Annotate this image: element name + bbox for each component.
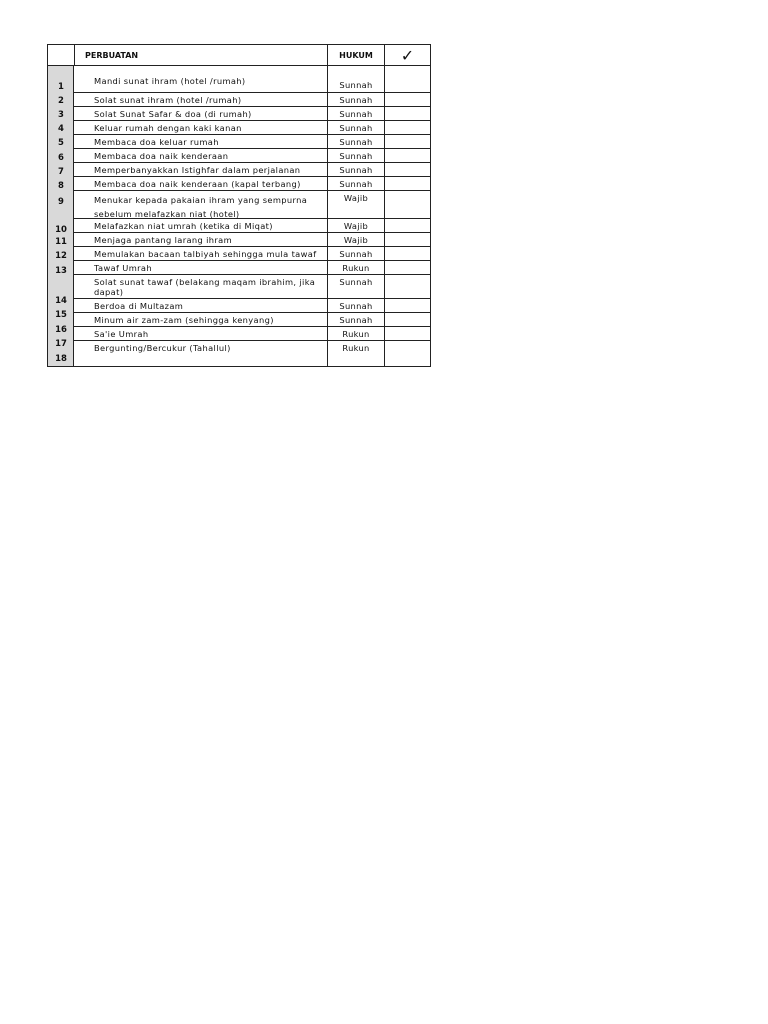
ruling-cell: Sunnah <box>327 299 384 312</box>
row-number: 3 <box>58 110 64 120</box>
ruling-cell: Sunnah <box>327 93 384 106</box>
table-row <box>74 233 430 247</box>
table-row <box>74 275 430 299</box>
row-number: 10 <box>55 225 67 235</box>
ruling-cell: Sunnah <box>327 275 384 298</box>
ruling-cell: Sunnah <box>327 135 384 148</box>
activity-cell: Membaca doa naik kenderaan (kapal terbang) <box>94 179 301 189</box>
table-row <box>74 247 430 261</box>
row-number: 4 <box>58 124 64 134</box>
check-cell[interactable] <box>384 327 430 340</box>
activity-cell: Keluar rumah dengan kaki kanan <box>94 123 242 133</box>
activity-cell: Sa'ie Umrah <box>94 329 149 339</box>
table-row <box>74 191 430 219</box>
check-cell[interactable] <box>384 177 430 190</box>
activity-cell: Menjaga pantang larang ihram <box>94 235 232 245</box>
table-row <box>74 313 430 327</box>
row-number: 17 <box>55 339 67 349</box>
activity-cell: Berdoa di Multazam <box>94 301 184 311</box>
check-cell[interactable] <box>384 219 430 232</box>
table-row <box>74 261 430 275</box>
ruling-cell: Sunnah <box>327 163 384 176</box>
activity-cell: Memperbanyakkan Istighfar dalam perjalanan <box>94 165 301 175</box>
ruling-cell: Wajib <box>327 233 384 246</box>
row-number: 16 <box>55 325 67 335</box>
row-number: 12 <box>55 251 67 261</box>
table-row <box>74 121 430 135</box>
ruling-cell: Rukun <box>327 327 384 340</box>
activity-cell: Melafazkan niat umrah (ketika di Miqat) <box>94 221 273 231</box>
activity-cell: Tawaf Umrah <box>94 263 152 273</box>
ruling-cell: Rukun <box>327 341 384 366</box>
row-number: 18 <box>55 354 67 364</box>
table-row <box>74 66 430 93</box>
table-row <box>74 327 430 341</box>
header-activity: PERBUATAN <box>74 45 327 65</box>
row-number: 11 <box>55 237 67 247</box>
umrah-checklist-table <box>47 44 431 367</box>
table-header <box>48 45 430 66</box>
row-number: 5 <box>58 138 64 148</box>
table-row <box>74 299 430 313</box>
activity-cell: Menukar kepada pakaian ihram yang sempurna sebelum melafazkan niat (hotel) <box>94 195 308 219</box>
ruling-cell: Sunnah <box>327 66 384 92</box>
table-row <box>74 107 430 121</box>
check-cell[interactable] <box>384 93 430 106</box>
row-number: 1 <box>58 82 64 92</box>
check-cell[interactable] <box>384 247 430 260</box>
activity-cell: Mandi sunat ihram (hotel /rumah) <box>94 76 246 86</box>
ruling-cell: Sunnah <box>327 247 384 260</box>
table-row <box>74 177 430 191</box>
table-body <box>48 66 430 366</box>
table-row <box>74 135 430 149</box>
row-number: 15 <box>55 310 67 320</box>
ruling-cell: Sunnah <box>327 149 384 162</box>
ruling-cell: Sunnah <box>327 313 384 326</box>
ruling-cell: Sunnah <box>327 107 384 120</box>
check-cell[interactable] <box>384 163 430 176</box>
activity-cell: Solat sunat ihram (hotel /rumah) <box>94 95 242 105</box>
row-number: 8 <box>58 181 64 191</box>
check-cell[interactable] <box>384 191 430 218</box>
table-row <box>74 93 430 107</box>
check-cell[interactable] <box>384 233 430 246</box>
header-checkmark-icon: ✓ <box>384 45 430 65</box>
check-cell[interactable] <box>384 313 430 326</box>
check-cell[interactable] <box>384 275 430 298</box>
check-cell[interactable] <box>384 66 430 92</box>
check-cell[interactable] <box>384 107 430 120</box>
check-cell[interactable] <box>384 341 430 366</box>
check-cell[interactable] <box>384 135 430 148</box>
activity-cell: Memulakan bacaan talbiyah sehingga mula tawaf <box>94 249 317 259</box>
table-row <box>74 341 430 366</box>
ruling-cell: Sunnah <box>327 177 384 190</box>
header-ruling: HUKUM <box>327 45 384 65</box>
row-number: 13 <box>55 266 67 276</box>
row-number: 7 <box>58 167 64 177</box>
row-number: 14 <box>55 296 67 306</box>
ruling-cell: Rukun <box>327 261 384 274</box>
header-number <box>48 45 74 65</box>
activity-cell: Membaca doa naik kenderaan <box>94 151 229 161</box>
check-cell[interactable] <box>384 149 430 162</box>
row-number: 6 <box>58 153 64 163</box>
ruling-cell: Wajib <box>327 219 384 232</box>
activity-cell: Minum air zam-zam (sehingga kenyang) <box>94 315 274 325</box>
check-cell[interactable] <box>384 299 430 312</box>
table-row <box>74 219 430 233</box>
row-number: 2 <box>58 96 64 106</box>
activity-cell: Bergunting/Bercukur (Tahallul) <box>94 343 231 353</box>
ruling-cell: Sunnah <box>327 121 384 134</box>
check-cell[interactable] <box>384 121 430 134</box>
row-number: 9 <box>58 197 64 207</box>
ruling-cell: Wajib <box>327 191 384 218</box>
activity-cell: Solat sunat tawaf (belakang maqam ibrahim, jika dapat) <box>94 277 316 297</box>
table-row <box>74 163 430 177</box>
activity-cell: Membaca doa keluar rumah <box>94 137 219 147</box>
table-row <box>74 149 430 163</box>
activity-cell: Solat Sunat Safar & doa (di rumah) <box>94 109 252 119</box>
check-cell[interactable] <box>384 261 430 274</box>
